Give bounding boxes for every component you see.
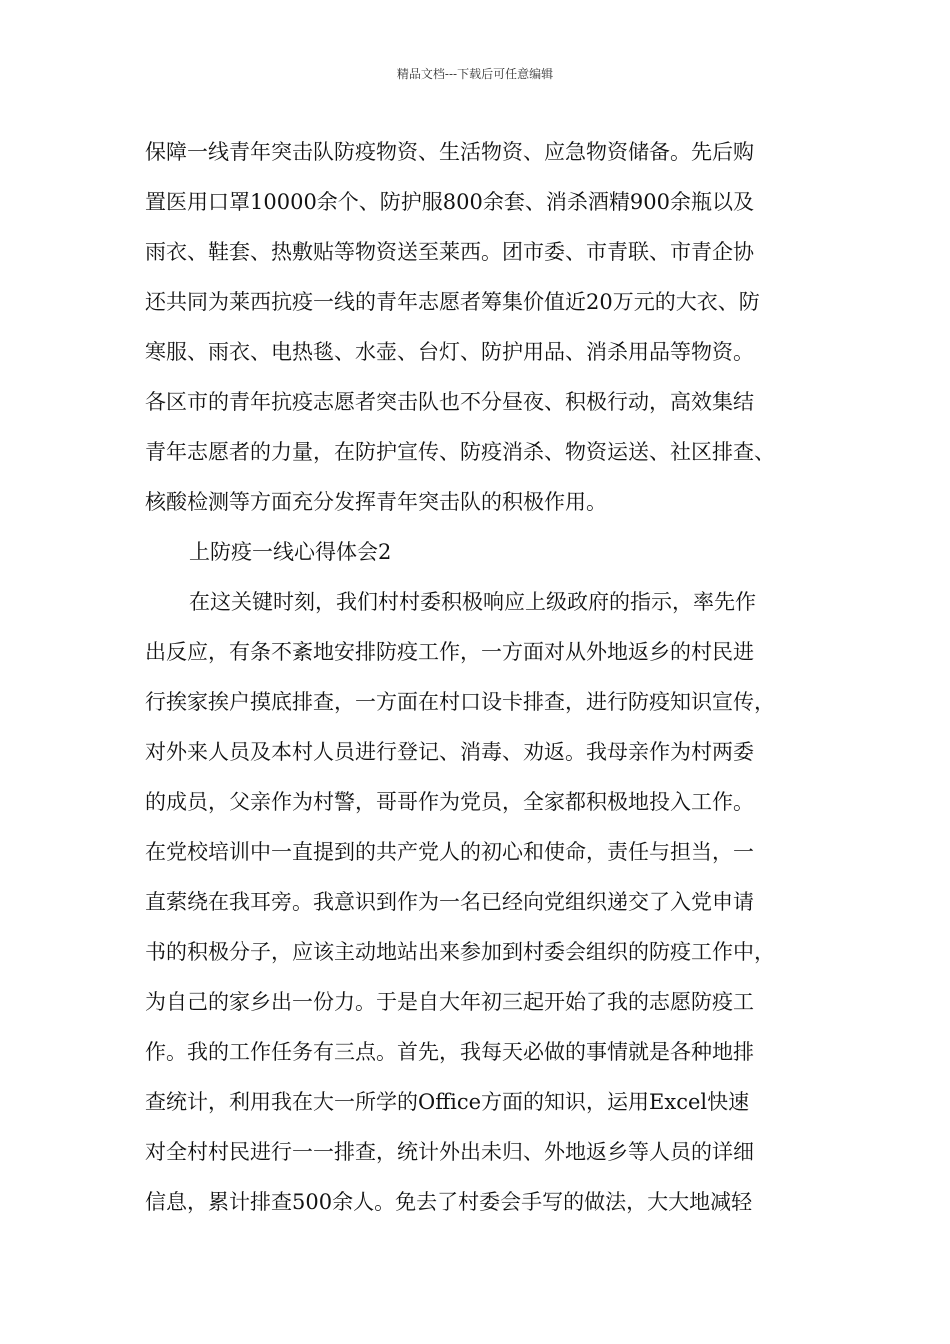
text-line: 查统计，利用我在大一所学的Office方面的知识，运用Excel快速 — [145, 1090, 750, 1114]
text-line: 作。我的工作任务有三点。首先，我每天必做的事情就是各种地排 — [145, 1040, 754, 1064]
text-line: 在党校培训中一直提到的共产党人的初心和使命，责任与担当，一 — [145, 840, 754, 864]
text-line: 对全村村民进行一一排查，统计外出未归、外地返乡等人员的详细 — [145, 1140, 754, 1164]
text-line: 为自己的家乡出一份力。于是自大年初三起开始了我的志愿防疫工 — [145, 990, 754, 1014]
text-line: 行挨家挨户摸底排查，一方面在村口设卡排查，进行防疫知识宣传， — [145, 690, 775, 714]
text-line: 各区市的青年抗疫志愿者突击队也不分昼夜、积极行动，高效集结 — [145, 390, 754, 414]
text-line: 出反应，有条不紊地安排防疫工作，一方面对从外地返乡的村民进 — [145, 640, 754, 664]
section-heading: 上防疫一线心得体会2 — [189, 540, 392, 564]
text-line: 直萦绕在我耳旁。我意识到作为一名已经向党组织递交了入党申请 — [145, 890, 754, 914]
text-line: 的成员，父亲作为村警，哥哥作为党员，全家都积极地投入工作。 — [145, 790, 754, 814]
text-line: 信息，累计排查500余人。免去了村委会手写的做法，大大地减轻 — [145, 1190, 753, 1214]
text-line: 书的积极分子，应该主动地站出来参加到村委会组织的防疫工作中， — [145, 940, 775, 964]
text-line: 青年志愿者的力量，在防护宣传、防疫消杀、物资运送、社区排查、 — [145, 440, 775, 464]
text-line: 雨衣、鞋套、热敷贴等物资送至莱西。团市委、市青联、市青企协 — [145, 240, 754, 264]
text-line: 寒服、雨衣、电热毯、水壶、台灯、防护用品、消杀用品等物资。 — [145, 340, 754, 364]
text-line: 核酸检测等方面充分发挥青年突击队的积极作用。 — [145, 490, 607, 514]
text-line: 还共同为莱西抗疫一线的青年志愿者筹集价值近20万元的大衣、防 — [145, 290, 760, 314]
text-line: 置医用口罩10000余个、防护服800余套、消杀酒精900余瓶以及 — [145, 190, 754, 214]
text-line: 保障一线青年突击队防疫物资、生活物资、应急物资储备。先后购 — [145, 140, 754, 164]
text-line: 对外来人员及本村人员进行登记、消毒、劝返。我母亲作为村两委 — [145, 740, 754, 764]
text-line: 在这关键时刻，我们村村委积极响应上级政府的指示，率先作 — [189, 590, 756, 614]
page-header: 精品文档---下载后可任意编辑 — [396, 67, 554, 81]
